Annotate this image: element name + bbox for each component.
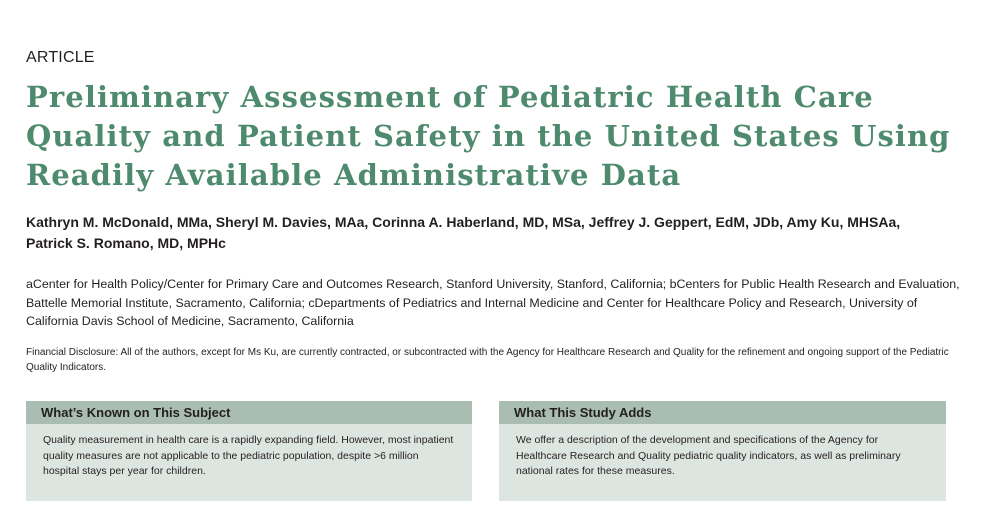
article-section-label: ARTICLE bbox=[26, 49, 95, 66]
study-adds-body: We offer a description of the development and specifications of the Agency for Healthcare Research and Quality pediatric quality indicators, as well as preliminary national rates for these measures. bbox=[516, 434, 901, 477]
study-adds-box bbox=[499, 401, 946, 501]
author-list bbox=[26, 212, 966, 254]
author-line-2: Patrick S. Romano, MD, MPHc bbox=[26, 235, 226, 251]
study-adds-heading: What This Study Adds bbox=[499, 401, 946, 424]
whats-known-box bbox=[26, 401, 472, 501]
financial-disclosure: Financial Disclosure: All of the authors, except for Ms Ku, are currently contracted, or subcontracted with the Agency for Healthcare Research and Quality for the refinement and ongoing support of the Pediatric Quality Indicators. bbox=[26, 347, 949, 373]
affiliations: aCenter for Health Policy/Center for Primary Care and Outcomes Research, Stanford University, Stanford, California; bCenters for Public Health Research and Evaluation, Battelle Memorial Institute, Sacramento, California; cDepartments of Pediatrics and Internal Medicine and Center for Healthcare Policy and Research, University of California Davis School of Medicine, Sacramento, California bbox=[26, 277, 960, 328]
whats-known-heading: What’s Known on This Subject bbox=[26, 401, 472, 424]
author-line-1: Kathryn M. McDonald, MMa, Sheryl M. Davies, MAa, Corinna A. Haberland, MD, MSa, Jeffrey J. Geppert, EdM, JDb, Amy Ku, MHSAa, bbox=[26, 214, 901, 230]
article-title: Preliminary Assessment of Pediatric Health Care Quality and Patient Safety in the United States Using Readily Available Administrative Data bbox=[26, 80, 951, 192]
whats-known-body: Quality measurement in health care is a rapidly expanding field. However, most inpatient quality measures are not applicable to the pediatric population, despite >6 million hospital stays per year for children. bbox=[43, 434, 454, 477]
